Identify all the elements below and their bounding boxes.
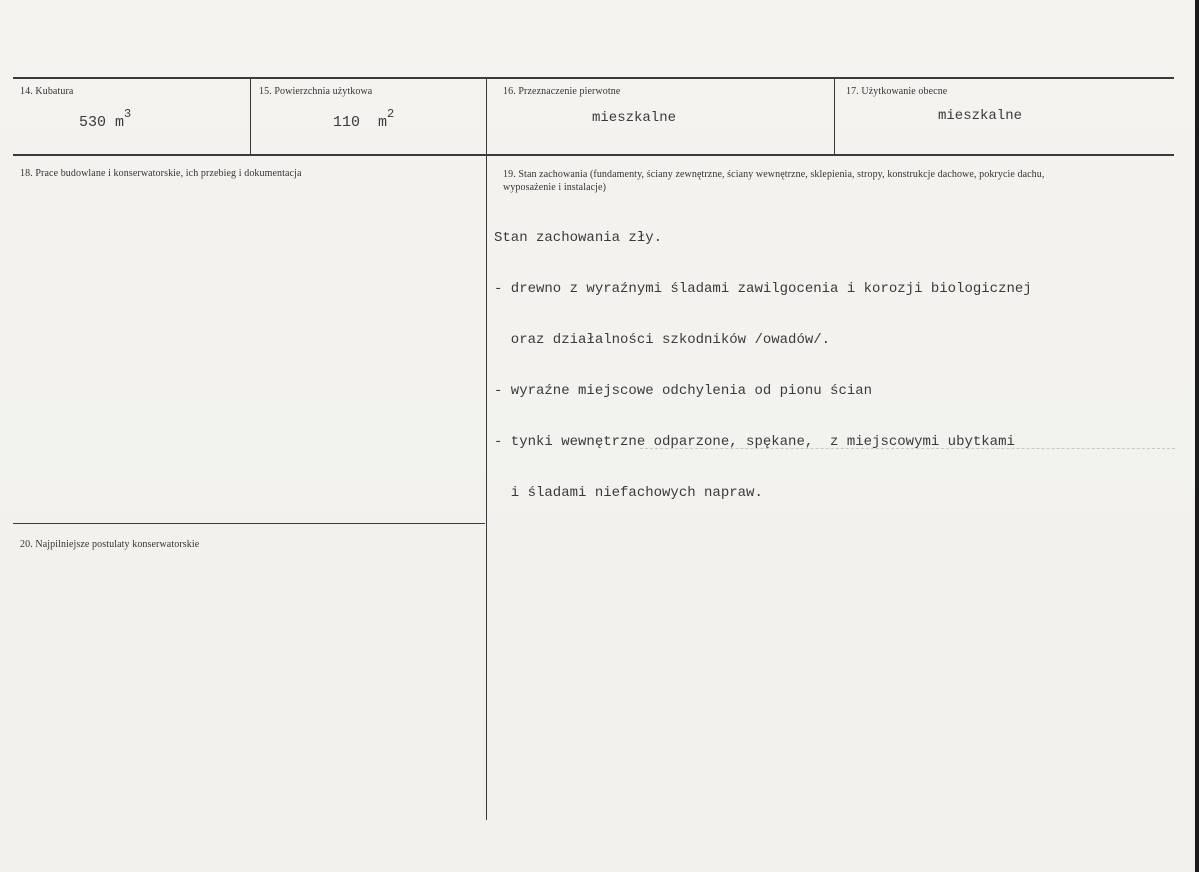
przeznaczenie-label: 16. Przeznaczenie pierwotne: [503, 86, 621, 97]
condition-line: - wyraźne miejscowe odchylenia od pionu ścian: [494, 383, 873, 399]
powierzchnia-label: 15. Powierzchnia użytkowa: [259, 86, 373, 97]
powierzchnia-number: 110: [333, 114, 361, 131]
condition-line: Stan zachowania zły.: [494, 230, 663, 246]
col-divider-16-17: [834, 78, 835, 154]
f18-f20-divider: [13, 523, 485, 524]
powierzchnia-unit: m: [378, 114, 388, 131]
kubatura-number: 530: [79, 114, 107, 131]
prace-budowlane-label: 18. Prace budowlane i konserwatorskie, ich przebieg i dokumentacja: [20, 168, 302, 179]
uzytkowanie-label: 17. Użytkowanie obecne: [846, 86, 948, 97]
stan-zachowania-text: [494, 196, 1032, 536]
powierzchnia-value: [333, 107, 395, 131]
top-rule: [13, 77, 1174, 79]
postulaty-label: 20. Najpilniejsze postulaty konserwatorskie: [20, 539, 200, 550]
col-divider-14-15: [250, 78, 251, 154]
col-divider-15-16: [486, 78, 487, 820]
stan-zachowania-label: 19. Stan zachowania (fundamenty, ściany zewnętrzne, ściany wewnętrzne, sklepienia, stropy, konstrukcje dachowe, pokrycie dachu, wyposażenie i instalacje): [503, 169, 1045, 193]
kubatura-unit: m: [115, 114, 125, 131]
card-right-edge: [1195, 0, 1199, 872]
condition-line: - tynki wewnętrzne odparzone, spękane, z miejscowymi ubytkami: [494, 434, 1015, 450]
row1-bottom-rule: [13, 154, 1174, 156]
kubatura-exponent: 3: [124, 107, 132, 121]
uzytkowanie-value: mieszkalne: [938, 108, 1023, 124]
przeznaczenie-value: mieszkalne: [592, 110, 677, 126]
condition-line: oraz działalności szkodników /owadów/.: [494, 332, 831, 348]
powierzchnia-exponent: 2: [387, 107, 395, 121]
condition-line: i śladami niefachowych napraw.: [494, 485, 763, 501]
condition-line: - drewno z wyraźnymi śladami zawilgocenia i korozji biologicznej: [494, 281, 1032, 297]
kubatura-label: 14. Kubatura: [20, 86, 74, 97]
kubatura-value: [79, 107, 132, 131]
